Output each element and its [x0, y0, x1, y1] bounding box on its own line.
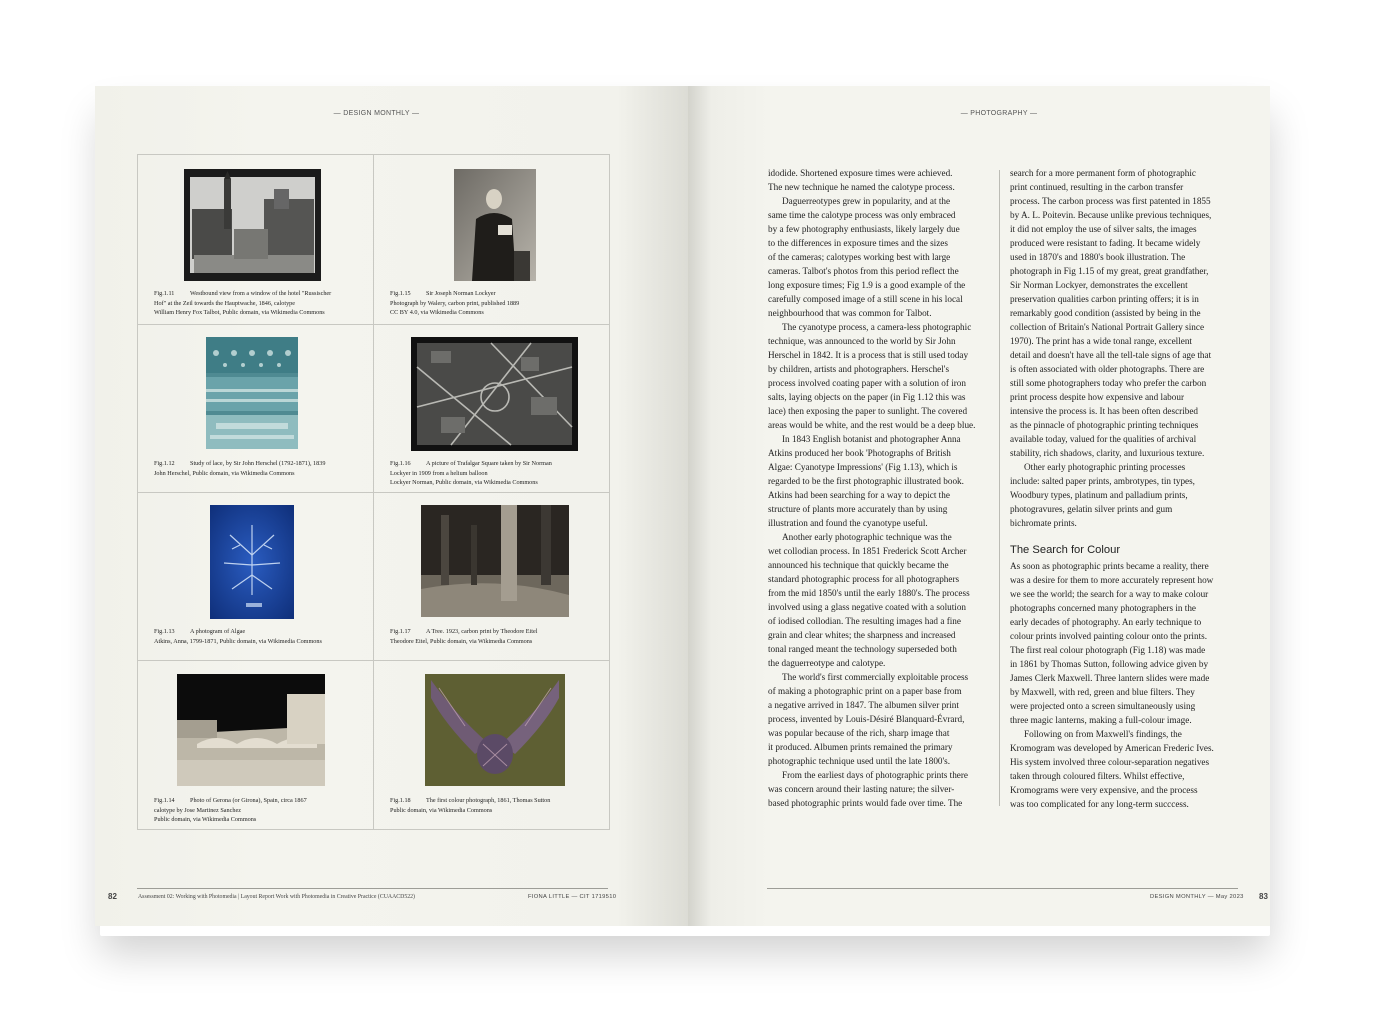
figure-caption: Fig.1.15 Sir Joseph Norman Lockyer Photograph by Walery, carbon print, published 1889 CC BY 4.0, via Wikimedia Commons: [390, 290, 520, 317]
figure-caption: Fig.1.12 Study of lace, by Sir John Herschel (1792-1871), 1839 John Herschel, Public domain, via Wikimedia Commons: [154, 460, 326, 477]
photo-lockyer-portrait: [454, 169, 536, 281]
figure-cell: [138, 155, 373, 324]
text-line: based photographic prints would fade over time. The: [768, 798, 963, 808]
text-line: areas would be white, and the rest would be a deep blue.: [768, 420, 976, 430]
photo-frankfurt-calotype: [184, 169, 321, 281]
body-paragraph: [768, 768, 998, 810]
text-line: still some photographers today who prefer the carbon: [1010, 378, 1207, 388]
text-line: announced his technique that quickly became the: [768, 560, 949, 570]
text-line: was popular because of the rich, sharp image that: [768, 728, 950, 738]
text-line: idodide. Shortened exposure times were achieved.: [768, 168, 953, 178]
right-page: [688, 86, 1270, 926]
footer-author: FIONA LITTLE — CIT 1719510: [528, 894, 617, 900]
text-line: by A. L. Poitevin. Because unlike previous techniques,: [1010, 210, 1212, 220]
text-line: process. The carbon process was first patented in 1855: [1010, 196, 1211, 206]
running-head-right: — PHOTOGRAPHY —: [960, 110, 1038, 117]
body-paragraph: [1010, 460, 1246, 530]
text-line: The new technique he named the calotype process.: [768, 182, 955, 192]
text-line: Woodbury types, platinum and palladium prints,: [1010, 490, 1188, 500]
figure-caption: Fig.1.17 A Tree. 1923, carbon print by Theodore Eitel Theodore Eitel, Public domain, via Wikimedia Commons: [390, 628, 538, 645]
text-line: From the earliest days of photographic prints there: [782, 770, 968, 780]
left-page: [95, 86, 688, 926]
body-paragraph: [768, 194, 998, 320]
figure-cell: [374, 493, 609, 660]
figure-caption: Fig.1.13 A photogram of Algae Atkins, Anna, 1799-1871, Public domain, via Wikimedia Commons: [154, 628, 322, 645]
body-paragraph: [1010, 727, 1246, 811]
text-line: in 1861 by Thomas Sutton, following advice given by: [1010, 659, 1209, 669]
text-line: tonal ranged meant the technology superseded both: [768, 644, 957, 654]
body-paragraph: [1010, 559, 1246, 727]
body-paragraph: [768, 670, 998, 768]
text-line: remarkably good condition (assisted by being in the: [1010, 308, 1201, 318]
page-number-left: 82: [108, 892, 117, 901]
figure-cell: [374, 325, 609, 492]
text-line: lace) then exposing the paper to sunlight. The covered: [768, 406, 968, 416]
text-line: grain and clear whites; the sharpness and increased: [768, 630, 956, 640]
body-paragraph: [768, 320, 998, 432]
text-line: stability, rich shadows, clarity, and luxurious texture.: [1010, 448, 1205, 458]
text-line: carefully composed image of a still scene in his local: [768, 294, 963, 304]
running-head-left: — DESIGN MONTHLY —: [333, 110, 420, 117]
text-line: The cyanotype process, a camera-less photographic: [782, 322, 972, 332]
text-line: wet collodian process. In 1851 Frederick Scott Archer: [768, 546, 967, 556]
photo-algae-cyanotype: [210, 505, 294, 619]
figure-caption: Fig.1.18 The first colour photograph, 1861, Thomas Sutton Public domain, via Wikimedia Commons: [390, 797, 551, 814]
page-number-right: 83: [1259, 892, 1268, 901]
text-line: 1970). The print has a wide tonal range, excellent: [1010, 336, 1192, 346]
text-line: Another early photographic technique was the: [782, 532, 952, 542]
text-line: detail and doesn't have all the tell-tale signs of age that: [1010, 350, 1212, 360]
text-line: photographic technique used until the late 1800's.: [768, 756, 951, 766]
text-line: it did not employ the use of silver salts, the images: [1010, 224, 1197, 234]
figure-cell: [374, 155, 609, 324]
text-line: print process despite how expensive and labour: [1010, 392, 1185, 402]
text-line: the daguerreotype and calotype.: [768, 658, 886, 668]
body-paragraph: [768, 530, 998, 670]
text-line: neighbourhood that was common for Talbot.: [768, 308, 932, 318]
photo-tree-carbon-print: [421, 505, 569, 617]
text-line: James Clerk Maxwell. Three lantern slides were made: [1010, 673, 1210, 683]
text-line: colour prints involved painting colour onto the prints.: [1010, 631, 1207, 641]
text-line: was a desire for them to more accurately represent how: [1010, 575, 1214, 585]
text-line: search for a more permanent form of photographic: [1010, 168, 1196, 178]
text-line: regarded to be the first photographic illustrated book.: [768, 476, 964, 486]
text-line: produced were resistant to fading. It became widely: [1010, 238, 1201, 248]
text-line: was concern around their lasting nature; the silver-: [768, 784, 955, 794]
section-heading: The Search for Colour: [1010, 544, 1121, 556]
text-line: Kromograms were very expensive, and the process: [1010, 785, 1198, 795]
text-line: Kromogram was developed by American Frederic Ives.: [1010, 743, 1214, 753]
text-line: The world's first commercially exploitable process: [782, 672, 969, 682]
text-line: Herschel in 1842. It is a process that is still used today: [768, 350, 969, 360]
text-line: a negative arrived in 1847. The albumen silver print: [768, 700, 959, 710]
footer-rule: [137, 888, 608, 889]
figure-caption: Fig.1.16 A picture of Trafalgar Square taken by Sir Norman Lockyer in 1909 from a helium balloon Lockyer Norman, Public domain, via Wikimedia Commons: [390, 460, 552, 487]
text-line: same time the calotype process was only embraced: [768, 210, 956, 220]
text-line: print continued, resulting in the carbon transfer: [1010, 182, 1184, 192]
figure-cell: [374, 661, 609, 829]
figure-caption: Fig.1.11 Westbound view from a window of the hotel "Russischer Hof" at the Zeil towards the Hauptwache, 1846, calotype William Henry Fox Talbot, Public domain, via Wikimedia Commons: [154, 290, 332, 317]
text-line: by Maxwell, with red, green and blue filters. They: [1010, 687, 1195, 697]
text-line: In 1843 English botanist and photographer Anna: [782, 434, 961, 444]
text-line: available today, valued for the qualities of archival: [1010, 434, 1197, 444]
text-line: Atkins had been searching for a way to depict the: [768, 490, 950, 500]
text-line: standard photographic process for all photographers: [768, 574, 960, 584]
text-line: photographs concerned many photographers in the: [1010, 603, 1196, 613]
photo-tartan-ribbon: [425, 674, 565, 786]
text-line: illustration and found the cyanotype useful.: [768, 518, 928, 528]
text-line: Atkins produced her book 'Photographs of British: [768, 448, 951, 458]
text-line: early decades of photography. An early technique to: [1010, 617, 1202, 627]
text-line: by children, artists and photographers. Herschel's: [768, 364, 950, 374]
figure-cell: [138, 661, 373, 829]
text-line: As soon as photographic prints became a reality, there: [1010, 561, 1209, 571]
figure-cell: [138, 493, 373, 660]
text-line: taken through coloured filters. Whilst effective,: [1010, 771, 1185, 781]
text-line: cameras. Talbot's photos from this period reflect the: [768, 266, 959, 276]
text-line: was too complicated for any long-term succcess.: [1010, 799, 1189, 809]
text-line: to the differences in exposure times and the sizes: [768, 238, 948, 248]
text-line: of making a photographic print on a paper base from: [768, 686, 962, 696]
text-line: three magic lanterns, making a full-colour image.: [1010, 715, 1192, 725]
text-line: Following on from Maxwell's findings, the: [1024, 729, 1182, 739]
photo-lace-cyanotype: [206, 337, 298, 449]
text-line: bichromate prints.: [1010, 518, 1077, 528]
text-line: Daguerreotypes grew in popularity, and at the: [782, 196, 951, 206]
text-line: used in 1870's and 1880's book illustration. The: [1010, 252, 1186, 262]
photo-girona-calotype: [177, 674, 325, 786]
text-line: from the mid 1850's until the early 1880's. The process: [768, 588, 970, 598]
text-line: preservation qualities carbon printing offers; it is in: [1010, 294, 1199, 304]
footer-magazine-date: DESIGN MONTHLY — May 2023: [1150, 894, 1244, 900]
text-line: were projected onto a screen simultaneously using: [1010, 701, 1196, 711]
text-line: by a few photography enthusiasts, likely largely due: [768, 224, 960, 234]
text-line: Sir Norman Lockyer, demonstrates the excellent: [1010, 280, 1188, 290]
text-line: it produced. Albumen prints remained the primary: [768, 742, 953, 752]
figure-caption: Fig.1.14 Photo of Gerona (or Girona), Spain, circa 1867 calotype by Jose Martinez Sanchez Public domain, via Wikimedia Commons: [154, 797, 307, 824]
body-paragraph: [768, 166, 998, 194]
text-line: photograph in Fig 1.15 of my great, great grandfather,: [1010, 266, 1209, 276]
text-line: His system involved three colour-separation negatives: [1010, 757, 1210, 767]
body-column-1: [768, 166, 998, 810]
text-line: process, invented by Louis-Désiré Blanquard-Évrard,: [768, 714, 965, 724]
text-line: involved using a glass negative coated with a solution: [768, 602, 967, 612]
text-line: structure of plants more accurately than by using: [768, 504, 948, 514]
text-line: of iodised collodian. The resulting images had a fine: [768, 616, 961, 626]
text-line: is often associated with older photographs. There are: [1010, 364, 1205, 374]
column-divider: [999, 170, 1000, 806]
text-line: include: salted paper prints, ambrotypes, tin types,: [1010, 476, 1195, 486]
body-column-2: [1010, 166, 1246, 811]
text-line: The first real colour photograph (Fig 1.18) was made: [1010, 645, 1206, 655]
figure-grid: [137, 154, 610, 830]
body-paragraph: [768, 432, 998, 530]
photo-trafalgar-aerial: [411, 337, 578, 451]
text-line: intensive the process is. It has been often described: [1010, 406, 1199, 416]
footer-rule: [767, 888, 1238, 889]
text-line: of the cameras; calotypes working best with large: [768, 252, 951, 262]
text-line: as the pinnacle of photographic printing techniques: [1010, 420, 1199, 430]
text-line: process involved coating paper with a solution of iron: [768, 378, 966, 388]
text-line: technique, was announced to the world by Sir John: [768, 336, 956, 346]
text-line: photogravures, gelatin silver prints and gum: [1010, 504, 1173, 514]
text-line: Algae: Cyanotype Impressions' (Fig 1.13), which is: [768, 462, 958, 472]
text-line: Other early photographic printing processes: [1024, 462, 1186, 472]
text-line: long exposure times; Fig 1.9 is a good example of the: [768, 280, 966, 290]
text-line: we see the world; the search for a way to make colour: [1010, 589, 1209, 599]
text-line: salts, laying objects on the paper (in Fig 1.12 this was: [768, 392, 966, 402]
footer-assessment: Assessment 02: Working with Photomedia | Layout Report Work with Photomedia in Creative Practice (CUAACD522): [138, 894, 415, 900]
figure-cell: [138, 325, 373, 492]
body-paragraph: [1010, 166, 1246, 460]
text-line: collection of Britain's National Portrait Gallery since: [1010, 322, 1205, 332]
